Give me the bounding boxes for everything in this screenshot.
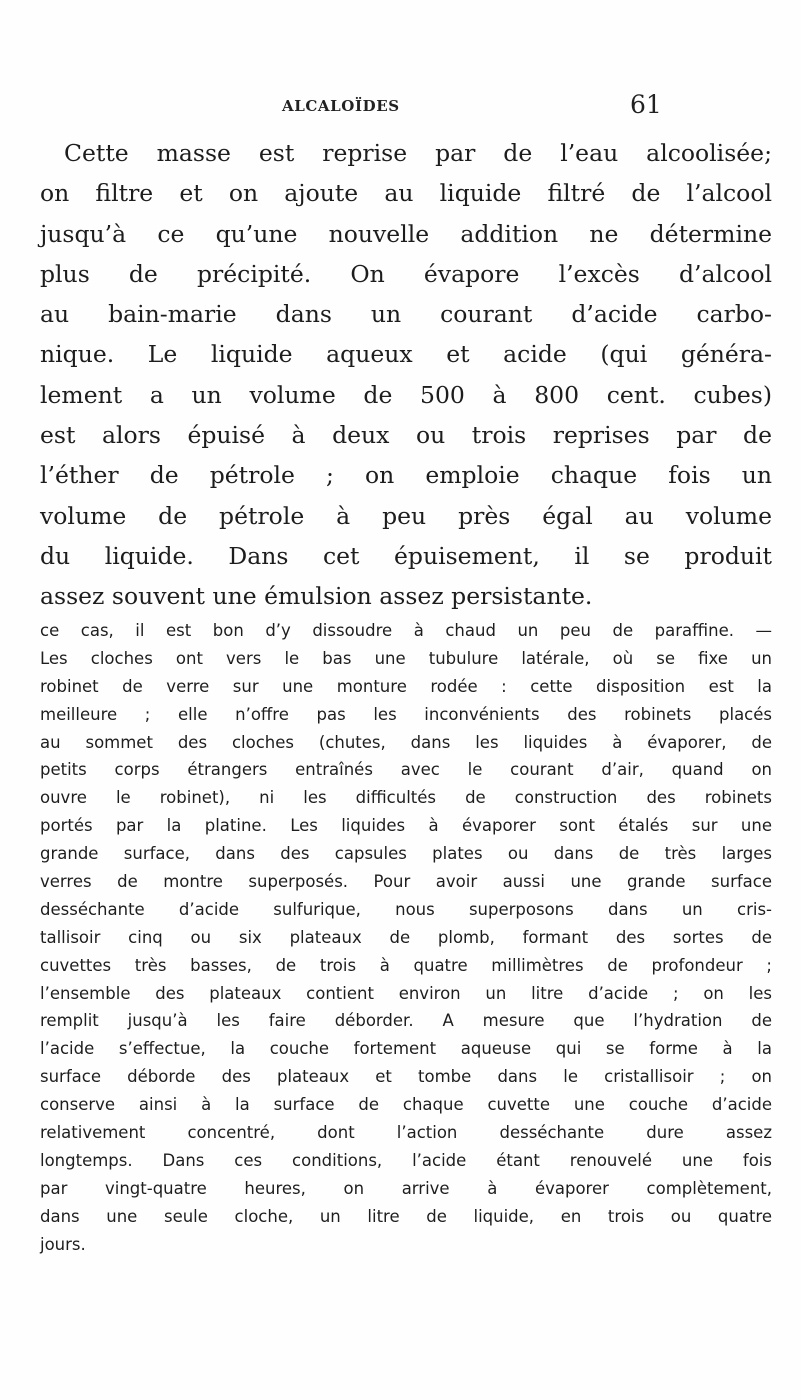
main-line: assez souvent une émulsion assez persistante. xyxy=(40,582,593,611)
footnote-line: portés par la platine. Les liquides à évaporer sont étalés sur une xyxy=(40,816,772,836)
main-line: au bain-marie dans un courant d’acide carbo- xyxy=(40,300,772,329)
footnote-line: conserve ainsi à la surface de chaque cuvette une couche d’acide xyxy=(40,1095,772,1115)
main-line: Cette masse est reprise par de l’eau alcoolisée; xyxy=(64,139,772,167)
main-line: nique. Le liquide aqueux et acide (qui généra- xyxy=(40,340,772,369)
footnote-line: robinet de verre sur une monture rodée : cette disposition est la xyxy=(40,676,772,696)
footnote-line: desséchante d’acide sulfurique, nous superposons dans un cris- xyxy=(40,899,772,919)
main-line: jusqu’à ce qu’une nouvelle addition ne détermine xyxy=(40,219,772,248)
footnote-line: ce cas, il est bon d’y dissoudre à chaud un peu de paraffine. — xyxy=(40,621,772,640)
footnote-line: petits corps étrangers entraînés avec le courant d’air, quand on xyxy=(40,760,772,780)
running-title: ALCALOÏDES xyxy=(282,97,400,115)
footnote-line: jours. xyxy=(40,1234,86,1254)
footnote-line: l’acide s’effectue, la couche fortement aqueuse qui se forme à la xyxy=(40,1039,772,1059)
main-line: l’éther de pétrole ; on emploie chaque fois un xyxy=(40,461,772,490)
running-head xyxy=(40,90,760,123)
footnote-line: Les cloches ont vers le bas une tubulure latérale, où se fixe un xyxy=(40,648,772,668)
footnote-line: cuvettes très basses, de trois à quatre millimètres de profondeur ; xyxy=(40,955,772,975)
main-line: lement a un volume de 500 à 800 cent. cubes) xyxy=(40,380,772,409)
footnote-line: tallisoir cinq ou six plateaux de plomb, formant des sortes de xyxy=(40,927,772,947)
footnote-line: relativement concentré, dont l’action desséchante dure assez xyxy=(40,1123,772,1143)
footnote-line: grande surface, dans des capsules plates ou dans de très larges xyxy=(40,844,772,864)
main-line: est alors épuisé à deux ou trois reprises par de xyxy=(40,421,772,450)
footnote-line: surface déborde des plateaux et tombe dans le cristallisoir ; on xyxy=(40,1067,772,1087)
footnote-line: verres de montre superposés. Pour avoir aussi une grande surface xyxy=(40,872,772,892)
page-number: 61 xyxy=(630,90,662,119)
main-line: plus de précipité. On évapore l’excès d’alcool xyxy=(40,259,772,288)
main-line: on filtre et on ajoute au liquide filtré de l’alcool xyxy=(40,179,772,208)
footnote-line: longtemps. Dans ces conditions, l’acide étant renouvelé une fois xyxy=(40,1150,772,1170)
footnote-line: par vingt-quatre heures, on arrive à évaporer complètement, xyxy=(40,1178,772,1198)
footnote xyxy=(40,617,772,1258)
footnote-line: au sommet des cloches (chutes, dans les liquides à évaporer, de xyxy=(40,732,772,752)
footnote-line: remplit jusqu’à les faire déborder. A mesure que l’hydration de xyxy=(40,1011,772,1031)
main-line: du liquide. Dans cet épuisement, il se produit xyxy=(40,541,772,570)
footnote-line: ouvre le robinet), ni les difficultés de construction des robinets xyxy=(40,788,772,808)
main-paragraph xyxy=(40,133,772,617)
footnote-line: l’ensemble des plateaux contient environ un litre d’acide ; on les xyxy=(40,983,772,1003)
footnote-line: meilleure ; elle n’offre pas les inconvénients des robinets placés xyxy=(40,704,772,724)
footnote-line: dans une seule cloche, un litre de liquide, en trois ou quatre xyxy=(40,1206,772,1226)
main-line: volume de pétrole à peu près égal au volume xyxy=(40,501,772,530)
